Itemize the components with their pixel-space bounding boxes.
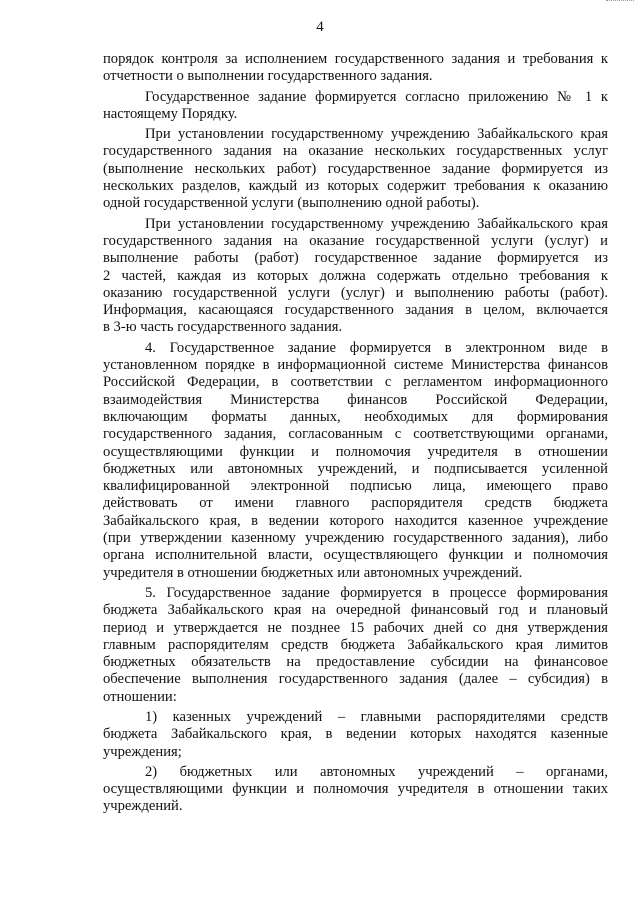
text-line: учредителя в отношении бюджетных или автономных учреждений. bbox=[103, 564, 523, 581]
text-line: бюджета Забайкальского края, в ведении которых находятся казенные bbox=[103, 726, 608, 743]
text-line: 2 частей, каждая из которых должна содержать отдельно требования к bbox=[103, 267, 608, 284]
page-number: 4 bbox=[316, 19, 324, 35]
text-line: Российской Федерации, в соответствии с регламентом информационного bbox=[103, 374, 608, 391]
text-line: включающим форматы данных, необходимых для формирования bbox=[103, 408, 608, 425]
text-line: Информация, касающаяся государственного задания в целом, включается bbox=[103, 302, 608, 319]
text-line: порядок контроля за исполнением государственного задания и требования к bbox=[103, 51, 608, 67]
text-line: 4. Государственное задание формируется в электронном виде в bbox=[145, 339, 608, 356]
paragraph bbox=[103, 340, 608, 582]
text-line: учреждений. bbox=[103, 798, 183, 815]
text-line: взаимодействия Министерства финансов Российской Федерации, bbox=[103, 391, 608, 408]
text-line: отчетности о выполнении государственного задания. bbox=[103, 68, 433, 85]
text-line: осуществляющими функции и полномочия учредителя в отношении таких bbox=[103, 781, 608, 798]
text-line: органа исполнительной власти, осуществляющего функции и полномочия bbox=[103, 547, 608, 564]
text-line: оказанию государственной услуги (услуг) и выполнению работы (работ). bbox=[103, 284, 608, 301]
text-line: 5. Государственное задание формируется в процессе формирования bbox=[145, 584, 608, 601]
text-line: отношении: bbox=[103, 688, 177, 705]
text-line: 2) бюджетных или автономных учреждений – органами, bbox=[145, 763, 608, 780]
paragraph bbox=[103, 585, 608, 706]
text-line: действовать от имени главного распорядителя средств бюджета bbox=[103, 495, 608, 512]
text-line: квалифицированной электронной подписью лица, имеющего право bbox=[103, 478, 608, 495]
text-line: настоящему Порядку. bbox=[103, 105, 238, 122]
text-line: бюджетных или автономных учреждений, и подписывается усиленной bbox=[103, 460, 608, 477]
paragraph bbox=[103, 126, 608, 212]
text-line: (выполнение нескольких работ) государственное задание формируется из bbox=[103, 160, 608, 177]
paragraph bbox=[103, 764, 608, 816]
text-line: нескольких разделов, каждый из которых содержит требования к оказанию bbox=[103, 178, 608, 195]
paragraph bbox=[103, 216, 608, 337]
paragraph bbox=[103, 51, 608, 86]
text-line: учреждения; bbox=[103, 743, 182, 760]
text-line: При установлении государственному учреждению Забайкальского края bbox=[145, 215, 608, 232]
text-line: установленном порядке в информационной системе Министерства финансов bbox=[103, 357, 608, 374]
text-line: Забайкальского края, в ведении которого находится казенное учреждение bbox=[103, 512, 608, 529]
text-line: государственного задания на оказание государственной услуги (услуг) и bbox=[103, 232, 608, 249]
text-line: 1) казенных учреждений – главными распорядителями средств bbox=[145, 708, 608, 725]
text-line: осуществляющими функции и полномочия учредителя в отношении bbox=[103, 443, 608, 460]
document-body bbox=[103, 51, 608, 816]
text-line: одной государственной услуги (выполнению одной работы). bbox=[103, 195, 480, 212]
paragraph bbox=[103, 89, 608, 124]
text-line: государственного задания на оказание нескольких государственных услуг bbox=[103, 143, 608, 160]
paragraph bbox=[103, 709, 608, 761]
text-line: бюджета Забайкальского края на очередной финансовый год и плановый bbox=[103, 602, 608, 619]
text-line: При установлении государственному учреждению Забайкальского края bbox=[145, 126, 608, 143]
text-line: обеспечение выполнения государственного задания (далее – субсидия) в bbox=[103, 671, 608, 688]
text-line: период и утверждается не позднее 15 рабочих дней со дня утверждения bbox=[103, 619, 608, 636]
text-line: бюджетных обязательств на предоставление субсидии на финансовое bbox=[103, 654, 608, 671]
text-line: (при утверждении казенному учреждению государственного задания), либо bbox=[103, 530, 608, 547]
text-line: главным распорядителям средств бюджета Забайкальского края лимитов bbox=[103, 636, 608, 653]
text-line: выполнение работы (работ) государственное задание формируется из bbox=[103, 250, 608, 267]
text-line: государственного задания, согласованным с соответствующими органами, bbox=[103, 426, 608, 443]
text-line: Государственное задание формируется согласно приложению № 1 к bbox=[145, 88, 608, 105]
text-line: в 3-ю часть государственного задания. bbox=[103, 319, 343, 336]
scan-corner-mark bbox=[606, 0, 634, 3]
